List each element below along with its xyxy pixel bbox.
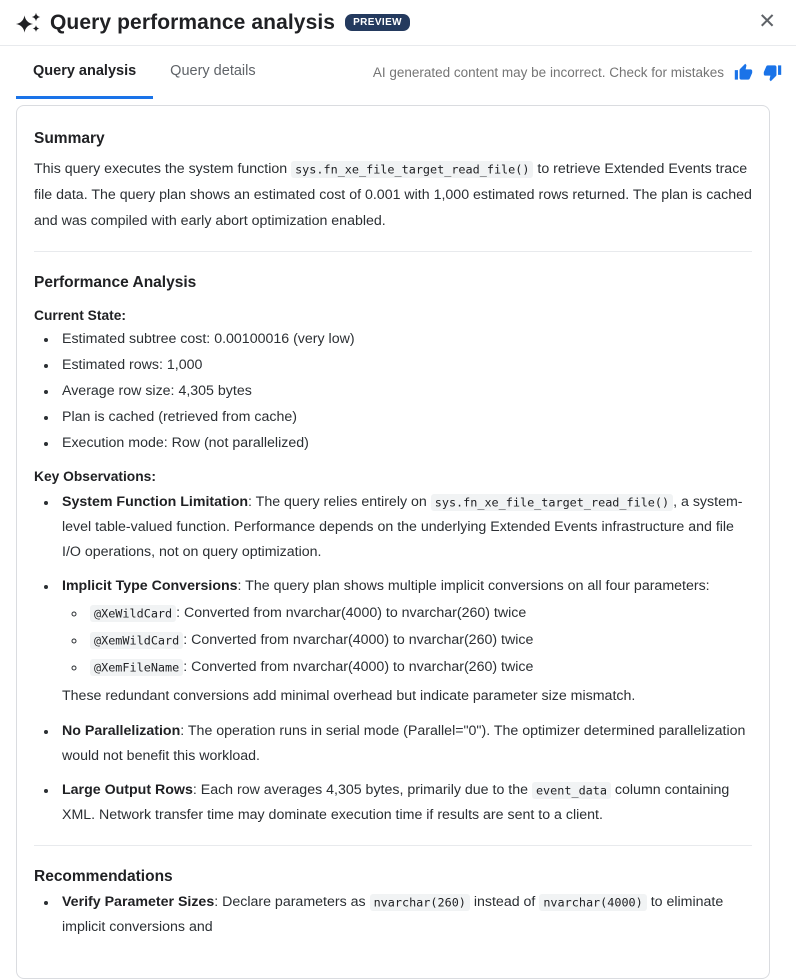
ai-disclaimer-text: AI generated content may be incorrect. Check for mistakes	[372, 65, 724, 80]
page-title: Query performance analysis	[50, 10, 336, 34]
key-observations-list	[34, 490, 752, 828]
preview-badge: PREVIEW	[345, 14, 410, 31]
key-observations-label: Key Observations:	[34, 469, 156, 484]
sparkle-icon	[14, 9, 42, 37]
list-item: • System Function Limitation: The query relies entirely on sys.fn_xe_file_target_read_file() , a system-level table-valued function. Performance depends on the underlying Extended Events infrastructure and file I/O operations, not on query optimization.	[58, 490, 752, 565]
list-item	[58, 574, 752, 709]
list-item: • No Parallelization: The operation runs in serial mode (Parallel="0"). The optimizer determined parallelization would not benefit this workload.	[58, 719, 752, 769]
list-item: • Estimated rows: 1,000	[58, 355, 752, 375]
panel-header	[0, 0, 796, 46]
current-state-label: Current State:	[34, 308, 126, 323]
summary-heading: Summary	[34, 130, 105, 147]
thumbs-down-button[interactable]	[763, 63, 782, 82]
tab-query-details[interactable]: Query details	[153, 46, 272, 99]
list-item: ◦ @XemWildCard : Converted from nvarchar(4000) to nvarchar(260) twice	[86, 630, 752, 650]
list-item: • Plan is cached (retrieved from cache)	[58, 407, 752, 427]
observation-lead: Implicit Type Conversions: The query plan shows multiple implicit conversions on all four parameters:	[62, 578, 710, 594]
list-item: • Average row size: 4,305 bytes	[58, 381, 752, 401]
list-item: • Estimated subtree cost: 0.00100016 (very low)	[58, 329, 752, 349]
summary-paragraph: This query executes the system function sys.fn_xe_file_target_read_file() to retrieve Extended Events trace file data. The query plan shows an estimated cost of 0.001 with 1,000 estimated rows returned. The plan is cached and was compiled with early abort optimization enabled.	[34, 161, 752, 229]
close-button[interactable]	[754, 9, 780, 34]
analysis-content-panel	[16, 105, 770, 979]
list-item: • Large Output Rows: Each row averages 4,305 bytes, primarily due to the event_data column containing XML. Network transfer time may dominate execution time if results are sent to a client.	[58, 778, 752, 828]
current-state-list	[34, 329, 752, 453]
section-divider	[34, 251, 752, 252]
observation-note: These redundant conversions add minimal overhead but indicate parameter size mismatch.	[62, 688, 636, 704]
list-item: • Verify Parameter Sizes: Declare parameters as nvarchar(260) instead of nvarchar(4000) to eliminate implicit conversions and	[58, 890, 752, 940]
recommendations-heading: Recommendations	[34, 868, 173, 885]
thumbs-up-icon	[734, 63, 753, 82]
performance-heading: Performance Analysis	[34, 274, 197, 291]
conversion-sub-list	[62, 603, 752, 677]
list-item: ◦ @XemFileName : Converted from nvarchar(4000) to nvarchar(260) twice	[86, 657, 752, 677]
recommendations-list	[34, 890, 752, 940]
tab-bar	[0, 46, 796, 99]
section-divider	[34, 845, 752, 846]
list-item: • Execution mode: Row (not parallelized)	[58, 433, 752, 453]
tab-query-analysis[interactable]: Query analysis	[16, 46, 153, 99]
close-icon: ✕	[758, 10, 776, 33]
list-item: ◦ @XeWildCard : Converted from nvarchar(4000) to nvarchar(260) twice	[86, 603, 752, 623]
thumbs-up-button[interactable]	[734, 63, 753, 82]
ai-disclaimer-area	[373, 46, 796, 99]
thumbs-down-icon	[763, 63, 782, 82]
